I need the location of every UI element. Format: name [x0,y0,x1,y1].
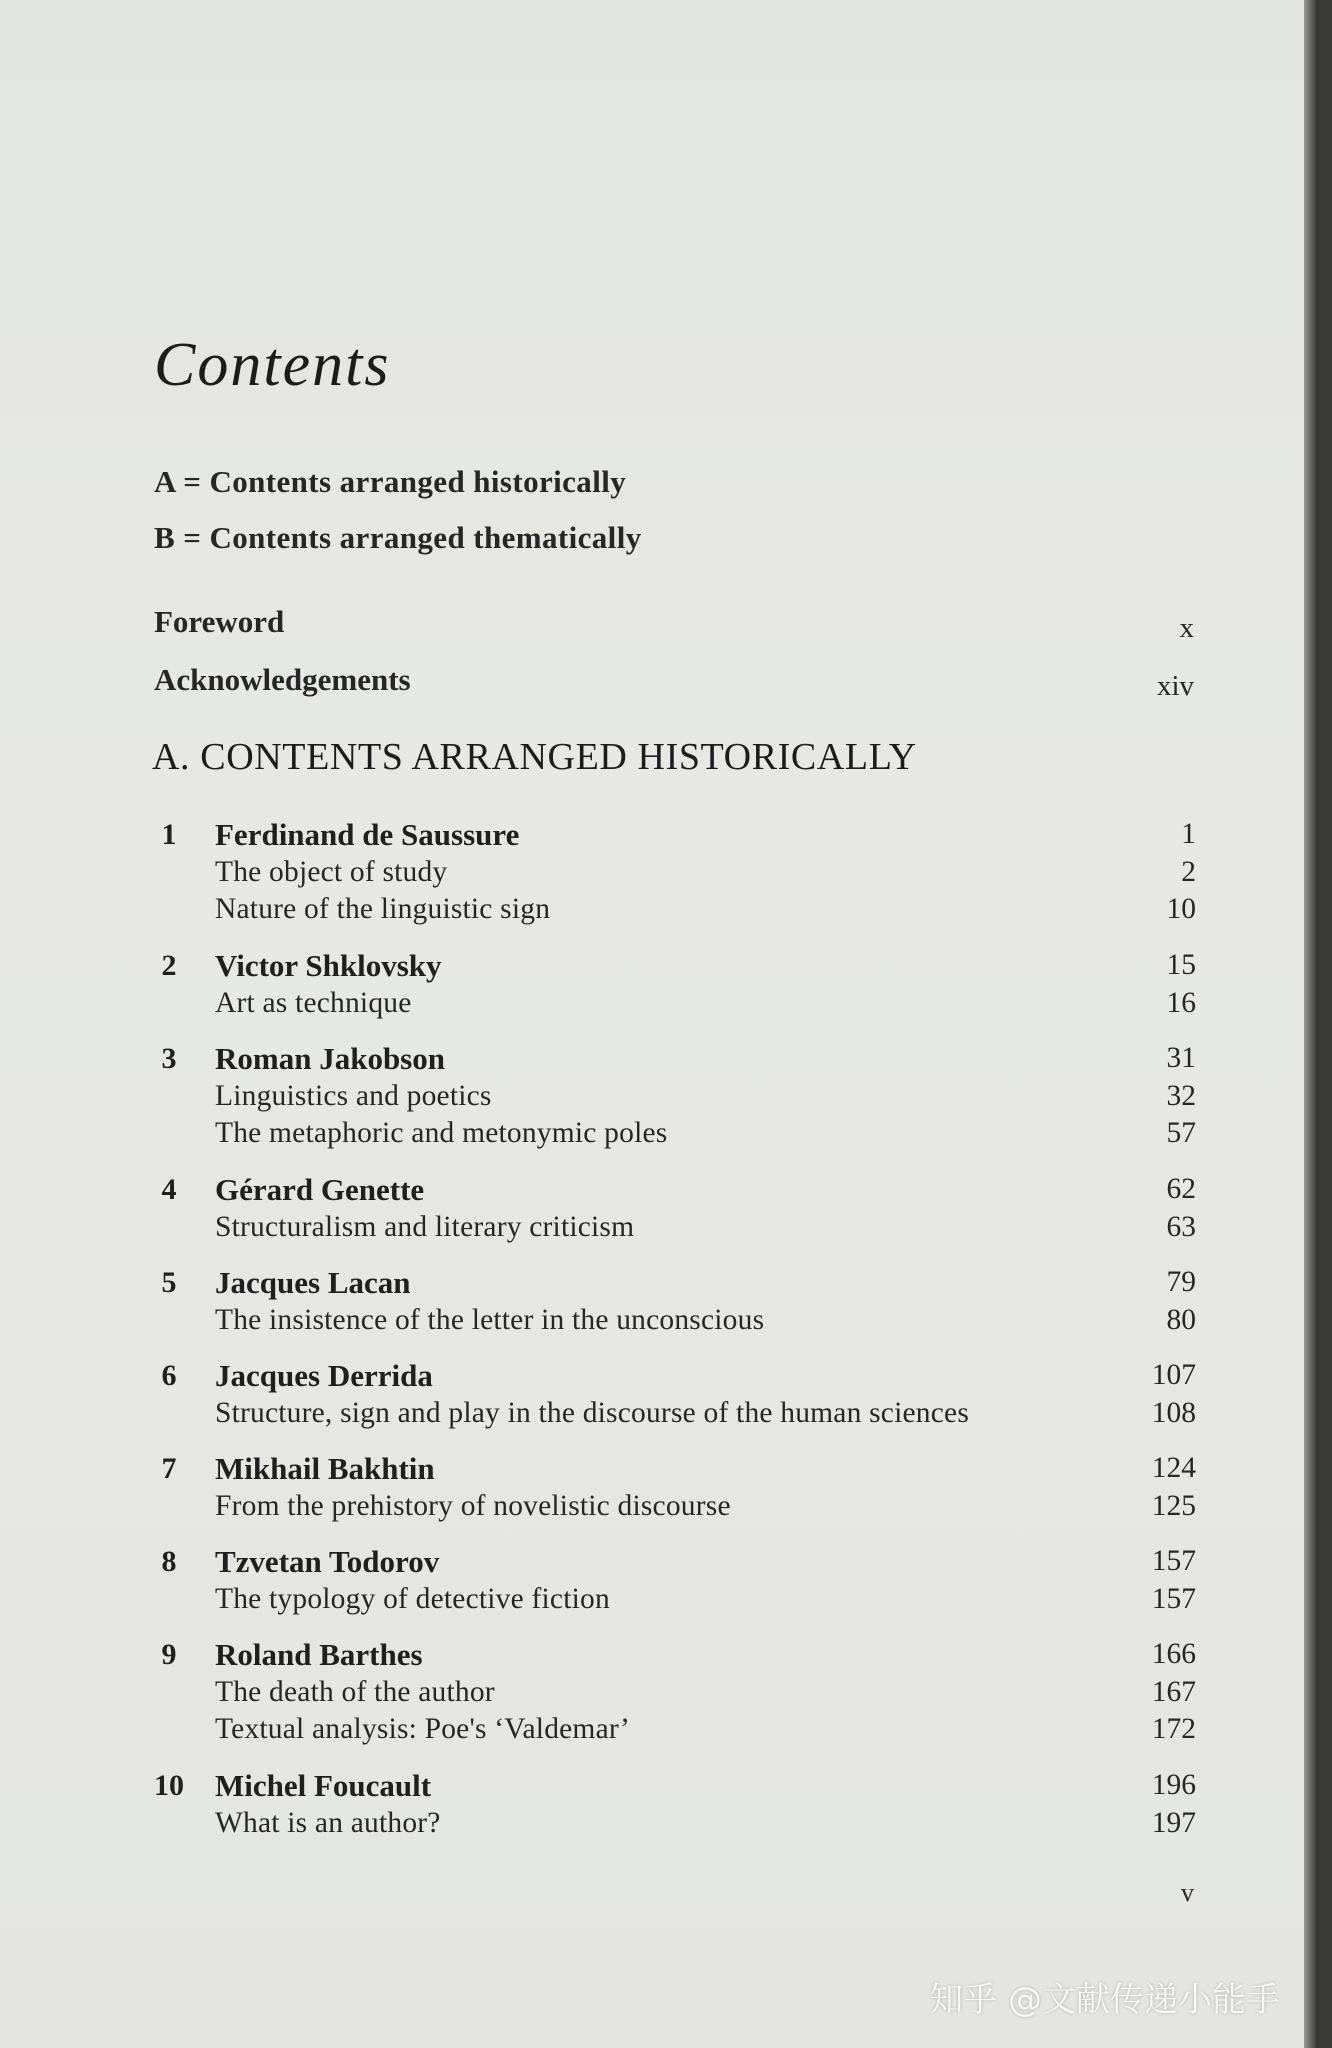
essay-row[interactable] [0,1581,1318,1619]
section-heading [152,735,917,779]
chapter-number: 3 [161,1042,177,1075]
contents-entry [0,1543,1318,1618]
essay-title: From the prehistory of novelistic discourse [215,1489,731,1522]
author-name: Michel Foucault [215,1768,432,1803]
author-page-number: 1 [1181,818,1196,850]
contents-entry [0,1264,1318,1339]
essay-page-number: 2 [1181,855,1196,888]
legend-line-a: A = Contents arranged historically [154,464,627,499]
contents-entry [0,1767,1318,1842]
essay-title: Textual analysis: Poe's ‘Valdemar’ [215,1713,631,1745]
contents-entry [0,1450,1318,1525]
contents-entry [0,947,1318,1022]
contents-entry [0,1636,1318,1749]
section-letter: A. [152,736,191,778]
essay-page-number: 63 [1166,1210,1196,1243]
essay-row[interactable] [0,1674,1318,1712]
essay-page-number: 16 [1166,986,1196,1019]
chapter-number: 7 [161,1452,177,1485]
author-row[interactable] [0,1636,1318,1674]
essay-row[interactable] [0,1395,1318,1433]
essay-page-number: 157 [1151,1582,1196,1615]
author-name: Jacques Lacan [215,1265,411,1300]
essay-row[interactable] [0,854,1318,892]
essay-title: Nature of the linguistic sign [215,893,551,925]
essay-row[interactable] [0,1488,1318,1526]
essay-page-number: 125 [1151,1489,1196,1522]
essay-page-number: 108 [1151,1396,1196,1429]
author-page-number: 15 [1166,949,1196,981]
contents-entry [0,1040,1318,1153]
essay-title: Structuralism and literary criticism [215,1210,635,1243]
essay-row[interactable] [0,1115,1318,1153]
author-page-number: 166 [1151,1638,1196,1670]
author-page-number: 124 [1151,1452,1196,1484]
folio-page-number: v [1181,1878,1194,1907]
front-matter-page: x [1179,612,1194,644]
chapter-number: 9 [161,1638,177,1671]
essay-row[interactable] [0,1805,1318,1843]
legend-line-b: B = Contents arranged thematically [154,520,642,555]
front-matter-foreword[interactable] [154,604,1194,644]
author-row[interactable] [0,1357,1318,1395]
author-row[interactable] [0,1171,1318,1209]
author-row[interactable] [0,1543,1318,1581]
chapter-number: 5 [161,1266,177,1299]
contents-entry [0,816,1318,929]
essay-page-number: 197 [1151,1806,1196,1839]
essay-row[interactable] [0,891,1318,929]
author-page-number: 62 [1166,1173,1196,1205]
author-row[interactable] [0,1040,1318,1078]
essay-title: Structure, sign and play in the discourse of the human sciences [215,1396,970,1429]
essay-title: The metaphoric and metonymic poles [215,1117,668,1149]
author-name: Tzvetan Todorov [215,1544,440,1579]
author-name: Roman Jakobson [215,1041,445,1076]
author-name: Roland Barthes [215,1637,423,1672]
author-row[interactable] [0,947,1318,985]
essay-row[interactable] [0,1209,1318,1247]
author-page-number: 157 [1151,1545,1196,1577]
essay-page-number: 80 [1166,1303,1196,1336]
chapter-number: 6 [161,1359,177,1392]
watermark: 知乎 @文献传递小能手 [929,1980,1280,2020]
author-name: Ferdinand de Saussure [215,817,520,852]
contents-entry [0,1357,1318,1432]
essay-page-number: 57 [1166,1117,1196,1149]
author-name: Gérard Genette [215,1172,425,1207]
front-matter-label: Foreword [154,604,285,639]
essay-page-number: 172 [1151,1713,1196,1745]
author-name: Jacques Derrida [215,1358,433,1393]
front-matter-acknowledgements[interactable] [154,662,1194,702]
essay-row[interactable] [0,1711,1318,1749]
essay-page-number: 10 [1166,893,1196,925]
author-page-number: 31 [1166,1042,1196,1074]
chapter-number: 1 [161,818,177,851]
author-page-number: 196 [1151,1769,1196,1801]
essay-title: The insistence of the letter in the unconscious [215,1303,765,1336]
essay-title: Linguistics and poetics [215,1079,492,1112]
essay-page-number: 32 [1166,1079,1196,1112]
page-title: Contents [154,331,391,399]
essay-page-number: 167 [1151,1675,1196,1708]
author-row[interactable] [0,1264,1318,1302]
chapter-number: 2 [161,949,177,982]
author-page-number: 107 [1151,1359,1196,1391]
front-matter-page: xiv [1156,670,1194,702]
author-row[interactable] [0,1450,1318,1488]
author-row[interactable] [0,816,1318,854]
essay-row[interactable] [0,1078,1318,1116]
author-name: Mikhail Bakhtin [215,1451,435,1486]
essay-title: Art as technique [215,986,412,1019]
author-page-number: 79 [1166,1266,1196,1298]
author-row[interactable] [0,1767,1318,1805]
chapter-number: 4 [161,1173,177,1206]
essay-row[interactable] [0,985,1318,1023]
chapter-number: 8 [161,1545,177,1578]
essay-row[interactable] [0,1302,1318,1340]
front-matter-label: Acknowledgements [154,662,411,697]
essay-title: The object of study [215,855,448,888]
essay-title: The death of the author [215,1675,495,1708]
chapter-number: 10 [154,1769,184,1802]
author-name: Victor Shklovsky [215,948,442,983]
essay-title: The typology of detective fiction [215,1582,610,1615]
contents-entry [0,1171,1318,1246]
section-title: CONTENTS ARRANGED HISTORICALLY [200,736,917,778]
essay-title: What is an author? [215,1806,441,1839]
